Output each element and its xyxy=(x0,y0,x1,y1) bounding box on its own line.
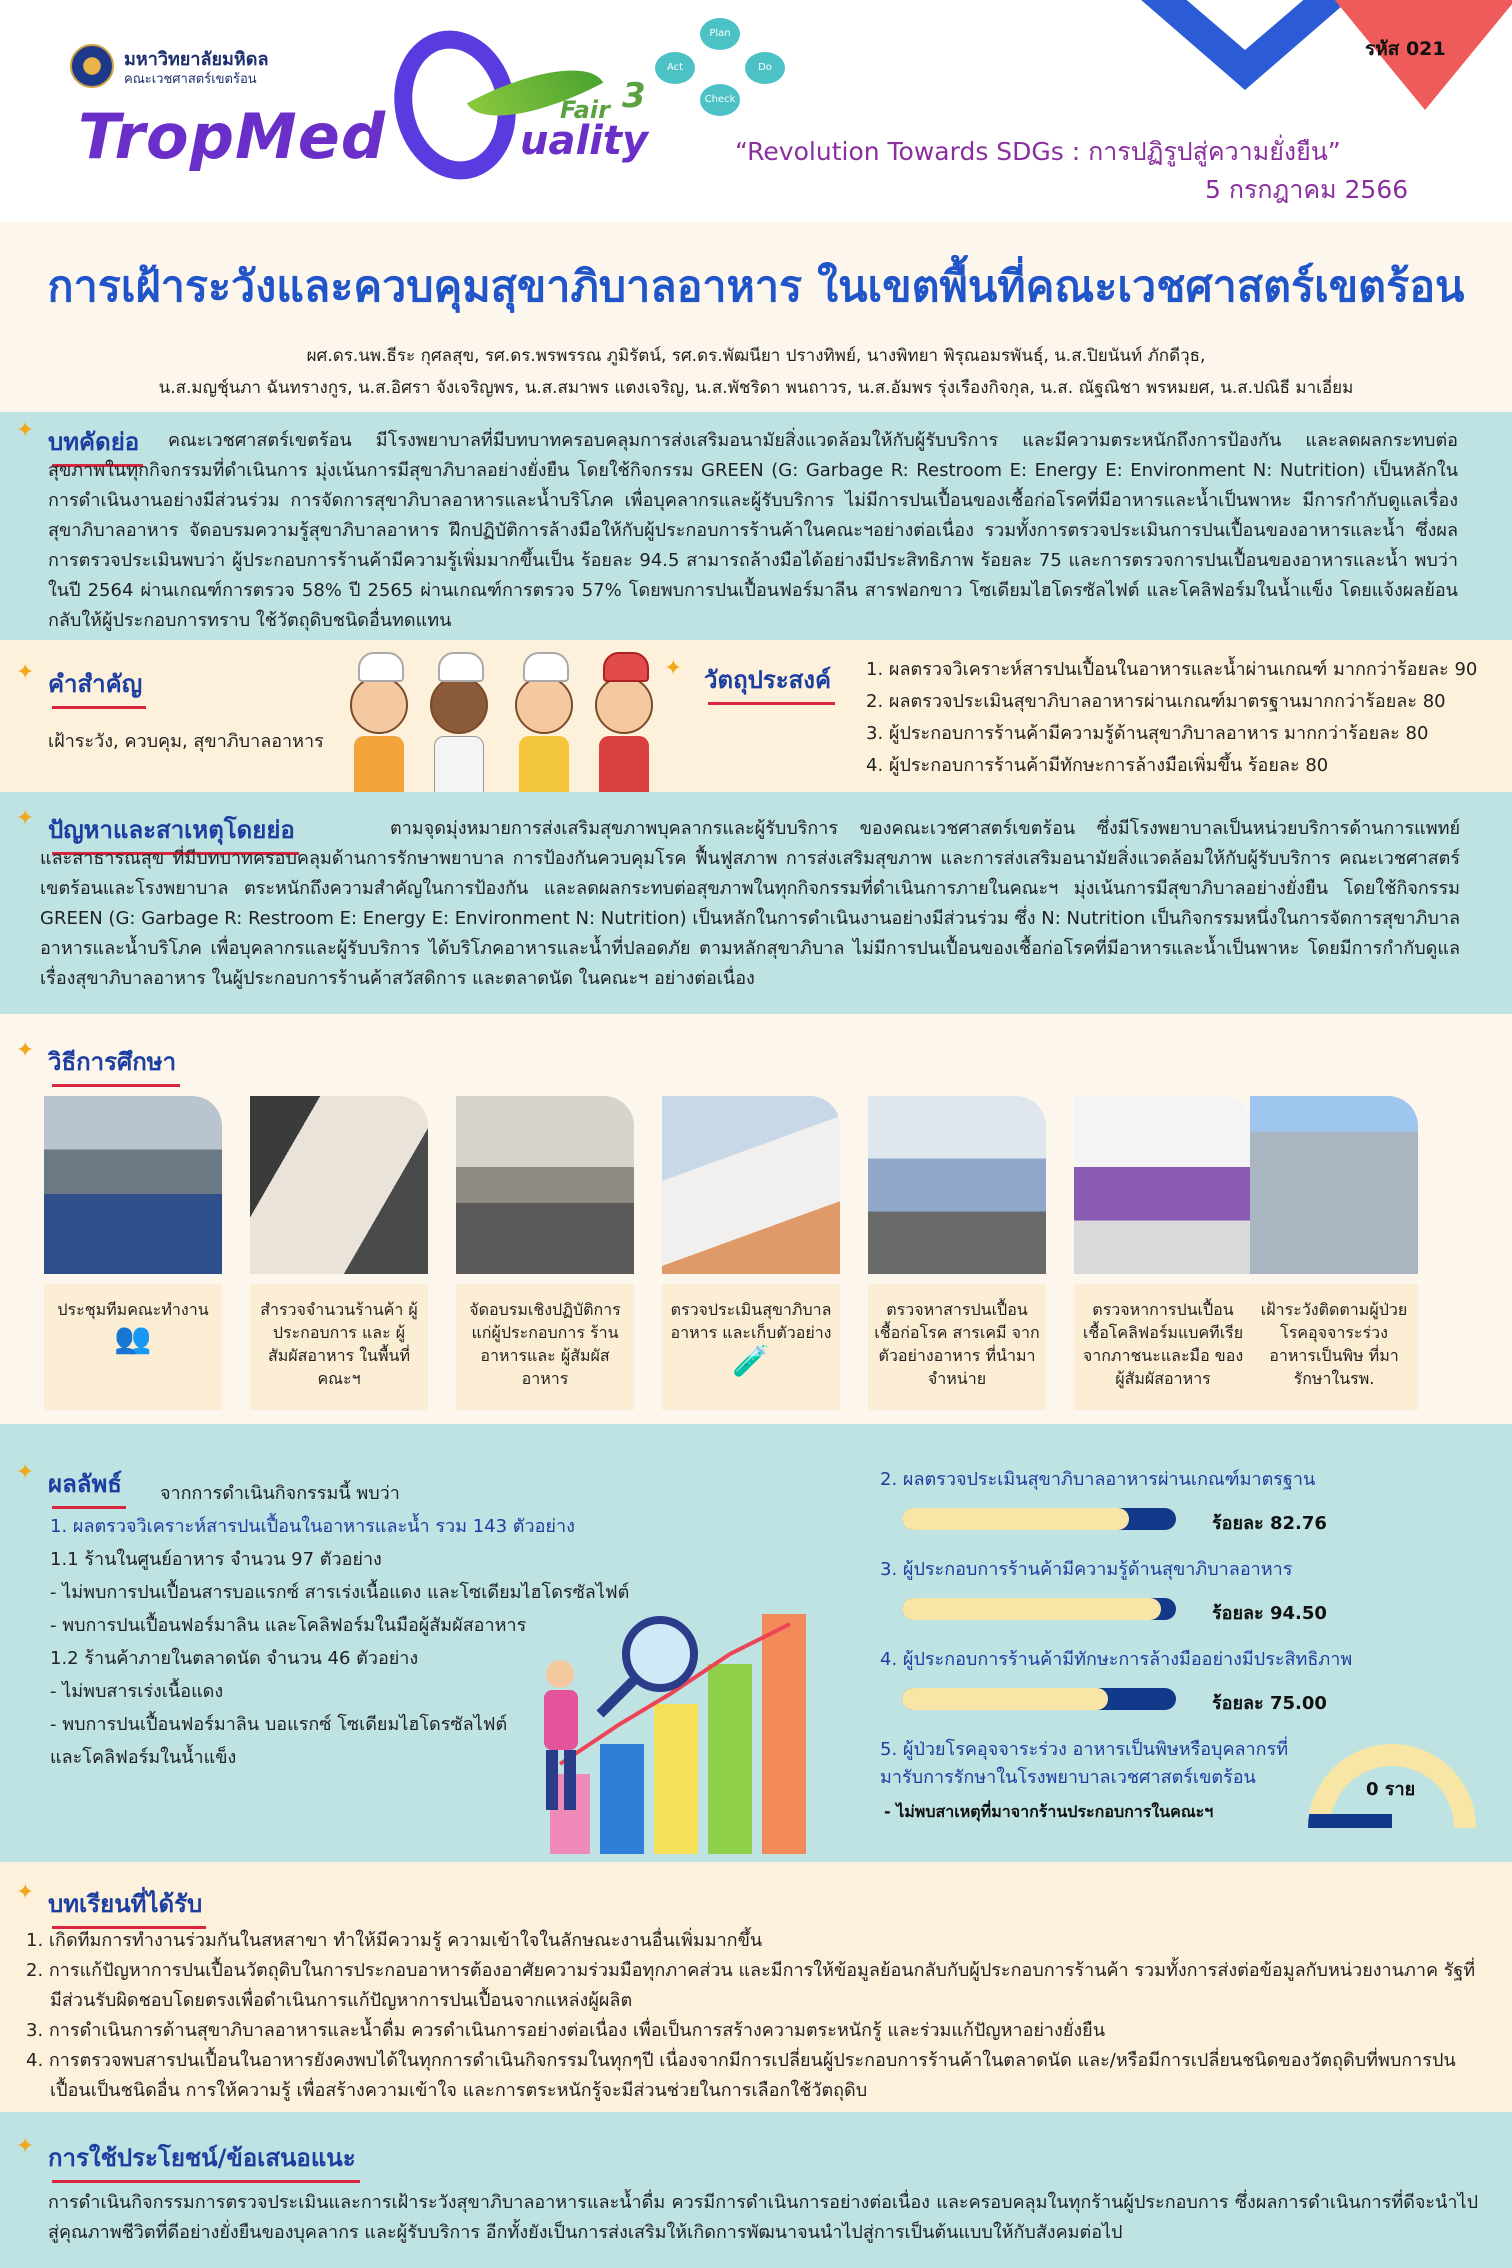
method-step-card xyxy=(868,1284,1046,1410)
results-section xyxy=(0,1424,1512,1862)
method-step-card xyxy=(456,1284,634,1410)
pdca-cycle-icon xyxy=(650,18,795,118)
result-progress-bar xyxy=(902,1508,1176,1530)
progress-fill xyxy=(902,1598,1161,1620)
coliform-test-photo xyxy=(1074,1096,1252,1274)
method-step-label: ตรวจหาการปนเปื้อน เชื้อโคลิฟอร์มแบคทีเรีย จากภาชนะและมือ ของผู้สัมผัสอาหาร xyxy=(1082,1300,1244,1388)
mahidol-seal-icon xyxy=(70,44,114,88)
result-line: - ไม่พบสารเร่งเนื้อแดง xyxy=(50,1681,224,1702)
results-note: - ไม่พบสาเหตุที่มาจากร้านประกอบการในคณะฯ xyxy=(884,1802,1214,1821)
lessons-heading: บทเรียนที่ได้รับ xyxy=(48,1884,202,1923)
objectives-list xyxy=(866,654,1477,782)
result-item-5-line-1: 5. ผู้ป่วยโรคอุจจาระร่วง อาหารเป็นพิษหรือบุคลากรที่ xyxy=(880,1739,1289,1760)
illustration-bar xyxy=(708,1664,752,1854)
recommendations-section xyxy=(0,2112,1512,2268)
poster-code: รหัส 021 xyxy=(1365,38,1446,60)
methods-section xyxy=(0,1014,1512,1424)
method-step-label: ตรวจหาสารปนเปื้อน เชื้อก่อโรค สารเคมี จากตัวอย่างอาหาร ที่นำมาจำหน่าย xyxy=(874,1300,1040,1388)
pdca-act: Act xyxy=(655,52,695,84)
faculty-name: คณะเวชศาสตร์เขตร้อน xyxy=(124,72,257,87)
event-slogan: “Revolution Towards SDGs : การปฏิรูปสู่ความยั่งยืน” xyxy=(735,137,1341,166)
result-line: 1. ผลตรวจวิเคราะห์สารปนเปื้อนในอาหารและน้ำ รวม 143 ตัวอย่าง xyxy=(50,1516,575,1537)
meeting-photo xyxy=(44,1096,222,1274)
gauge-value: 0 ราย xyxy=(1366,1779,1416,1800)
pdca-do: Do xyxy=(745,52,785,84)
method-step-card xyxy=(250,1284,428,1410)
method-step-label: สำรวจจำนวนร้านค้า ผู้ประกอบการ และ ผู้สัมผัสอาหาร ในพื้นที่คณะฯ xyxy=(260,1300,418,1388)
keywords-objectives-section xyxy=(0,640,1512,792)
sparkle-icon: ✦ xyxy=(16,1880,35,1905)
result-line: 1.2 ร้านค้าภายในตลาดนัด จำนวน 46 ตัวอย่าง xyxy=(50,1648,419,1669)
problem-text: ตามจุดมุ่งหมายการส่งเสริมสุขภาพบุคลากรและผู้รับบริการ ของคณะเวชศาสตร์เขตร้อน ซึ่งมีโรงพยาบาลเป็นหน่วยบริการด้านการแพทย์และสาธารณสุข ที่มีบทบาทครอบคลุมด้านการรักษาพยาบาล การป้องกันควบคุมโรค ฟื้นฟูสภาพ การส่งเสริมสุขภาพ และการส่งเสริมอนามัยสิ่งแวดล้อมให้กับผู้รับบริการ คณะเวชศาสตร์เขตร้อนและโรงพยาบาล ตระหนักถึงความสำคัญในการป้องกัน และลดผลกระทบต่อสุขภาพในทุกกิจกรรมที่ดำเนินการภายในคณะฯ มุ่งเน้นการมีสุขาภิบาลอย่างยั่งยืน โดยใช้กิจกรรม GREEN (G: Garbage R: Restroom E: Energy E: Environment N: Nutrition) เป็นหลักในการดำเนินงานอย่างมีส่วนร่วม ซึ่ง N: Nutrition เป็นกิจกรรมหนึ่งในการจัดการสุขาภิบาลอาหารและน้ำบริโภค เพื่อบุคลากรและผู้รับบริการ ได้บริโภคอาหารและน้ำที่ปลอดภัย ตามหลักสุขาภิบาล ไม่มีการปนเปื้อนของเชื้อก่อโรคที่มีอาหารและน้ำเป็นพาหะ โดยมีการกำกับดูแลเรื่องสุขาภิบาลอาหาร ในผู้ประกอบการร้านค้าสวัสดิการ และตลาดนัด ในคณะฯ อย่างต่อเนื่อง xyxy=(40,818,1460,989)
sparkle-icon: ✦ xyxy=(16,1038,35,1063)
method-step-label: ตรวจประเมินสุขาภิบาล อาหาร และเก็บตัวอย่าง xyxy=(670,1300,832,1342)
analysis-illustration xyxy=(520,1604,840,1854)
logo-tropmed: TropMed xyxy=(78,100,387,173)
result-progress-bar xyxy=(902,1598,1176,1620)
problem-heading: ปัญหาและสาเหตุโดยย่อ xyxy=(48,810,295,849)
problem-section xyxy=(0,792,1512,1014)
training-photo xyxy=(456,1096,634,1274)
pdca-plan: Plan xyxy=(700,18,740,50)
result-line: - พบการปนเปื้อนฟอร์มาลิน บอแรกซ์ โซเดียมไฮโดรซัลไฟต์ xyxy=(50,1714,508,1735)
lesson-item: 4. การตรวจพบสารปนเปื้อนในอาหารยังคงพบได้ในทุกการดำเนินกิจกรรมในทุกๆปี เนื่องจากมีการเปลี่ยนผู้ประกอบการร้านค้าในตลาดนัด และ/หรือมีการเปลี่ยนชนิดของวัตถุดิบที่พบการปนเปื้อนเป็นชนิดอื่น การให้ความรู้ เพื่อสร้างความเข้าใจ และการตระหนักรู้จะมีส่วนช่วยในการเลือกใช้วัตถุดิบ xyxy=(26,2050,1456,2101)
method-step-card xyxy=(44,1284,222,1410)
lesson-item: 2. การแก้ปัญหาการปนเปื้อนวัตถุดิบในการประกอบอาหารต้องอาศัยความร่วมมือทุกภาคส่วน และมีการให้ข้อมูลย้อนกลับกับผู้ประกอบการร้านค้า รวมทั้งการส่งต่อข้อมูลกับหน่วยงานภาค รัฐที่มีส่วนรับผิดชอบโดยตรงเพื่อดำเนินการแก้ปัญหาการปนเปื้อนจากแหล่งผู้ผลิต xyxy=(26,1960,1476,2011)
method-step-label: ประชุมทีมคณะทำงาน xyxy=(57,1300,209,1319)
result-item-5-line-2: มารับการรักษาในโรงพยาบาลเวชศาสตร์เขตร้อน xyxy=(880,1767,1256,1788)
objective-item: 4. ผู้ประกอบการร้านค้ามีทักษะการล้างมือเพิ่มขึ้น ร้อยละ 80 xyxy=(866,755,1329,776)
illustration-bar xyxy=(762,1614,806,1854)
person-head xyxy=(546,1660,574,1688)
results-intro: จากการดำเนินกิจกรรมนี้ พบว่า xyxy=(160,1483,400,1504)
result-line: และโคลิฟอร์มในน้ำแข็ง xyxy=(50,1747,237,1768)
meeting-icon: 👥 xyxy=(114,1321,152,1356)
keywords-heading: คำสำคัญ xyxy=(48,664,142,703)
sparkle-icon: ✦ xyxy=(16,660,35,685)
university-name: มหาวิทยาลัยมหิดล xyxy=(124,49,269,70)
gauge-needle xyxy=(1308,1814,1392,1828)
sampling-photo xyxy=(662,1096,840,1274)
result-progress-bar xyxy=(902,1688,1176,1710)
result-line: - ไม่พบการปนเปื้อนสารบอแรกซ์ สารเร่งเนื้อแดง และโซเดียมไฮโดรซัลไฟต์ xyxy=(50,1582,630,1603)
method-step-card xyxy=(662,1284,840,1410)
objective-item: 3. ผู้ประกอบการร้านค้ามีความรู้ด้านสุขาภิบาลอาหาร มากกว่าร้อยละ 80 xyxy=(866,723,1429,744)
result-bar-value: ร้อยละ 94.50 xyxy=(1212,1603,1327,1624)
methods-heading: วิธีการศึกษา xyxy=(48,1042,176,1081)
objective-item: 1. ผลตรวจวิเคราะห์สารปนเปื้อนในอาหารและน้ำผ่านเกณฑ์ มากกว่าร้อยละ 90 xyxy=(866,659,1478,680)
progress-fill xyxy=(902,1688,1108,1710)
abstract-text: คณะเวชศาสตร์เขตร้อน มีโรงพยาบาลที่มีบทบาทครอบคลุมการส่งเสริมอนามัยสิ่งแวดล้อมให้กับผู้รับบริการ และมีความตระหนักถึงการป้องกัน และลดผลกระทบต่อสุขภาพในทุกกิจกรรมที่ดำเนินการ มุ่งเน้นการมีสุขาภิบาลอย่างยั่งยืน โดยใช้กิจกรรม GREEN (G: Garbage R: Restroom E: Energy E: Environment N: Nutrition) เป็นหลักในการดำเนินงานอย่างมีส่วนร่วม การจัดการสุขาภิบาลอาหารและน้ำบริโภค เพื่อบุคลากรและผู้รับบริการ ไม่มีการปนเปื้อนของเชื้อก่อโรคที่มีอาหารและน้ำเป็นพาหะ มีการกำกับดูแลเรื่องสุขาภิบาลอาหาร จัดอบรมความรู้สุขาภิบาลอาหาร ฝึกปฏิบัติการล้างมือให้กับผู้ประกอบการร้านค้าในคณะฯอย่างต่อเนื่อง รวมทั้งการตรวจประเมินการปนเปื้อนของอาหารและน้ำ ซึ่งผลการตรวจประเมินพบว่า ผู้ประกอบการร้านค้ามีความรู้เพิ่มมากขึ้นเป็น ร้อยละ 94.5 สามารถล้างมือได้อย่างมีประสิทธิภาพ ร้อยละ 75 และการตรวจการปนเปื้อนของอาหารและน้ำ พบว่าในปี 2564 ผ่านเกณฑ์การตรวจ 58% ปี 2565 ผ่านเกณฑ์การตรวจ 57% โดยพบการปนเปื้อนฟอร์มาลีน สารฟอกขาว โซเดียมไฮโดรซัลไฟต์ และโคลิฟอร์มในน้ำแข็ง โดยแจ้งผลย้อนกลับให้ผู้ประกอบการทราบ ใช้วัตถุดิบชนิดอื่นทดแทน xyxy=(48,430,1458,631)
progress-fill xyxy=(902,1508,1129,1530)
lessons-list xyxy=(26,1926,1486,2106)
chef-kids-illustration xyxy=(340,648,670,796)
logo-number: 3 xyxy=(622,76,646,116)
lesson-item: 1. เกิดทีมการทำงานร่วมกันในสหสาขา ทำให้มีความรู้ ความเข้าใจในลักษณะงานอื่นเพิ่มมากขึ้น xyxy=(26,1930,763,1951)
logo-fair: Fair xyxy=(560,96,610,124)
method-step-card xyxy=(1074,1284,1252,1410)
sparkle-icon: ✦ xyxy=(16,1460,35,1485)
result-bar-label: 2. ผลตรวจประเมินสุขาภิบาลอาหารผ่านเกณฑ์มาตรฐาน xyxy=(880,1469,1316,1490)
abstract-section xyxy=(0,412,1512,640)
result-bar-value: ร้อยละ 75.00 xyxy=(1212,1693,1327,1714)
result-line: 1.1 ร้านในศูนย์อาหาร จำนวน 97 ตัวอย่าง xyxy=(50,1549,382,1570)
keywords-text: เฝ้าระวัง, ควบคุม, สุขาภิบาลอาหาร xyxy=(48,731,324,752)
sparkle-icon: ✦ xyxy=(16,806,35,831)
lesson-item: 3. การดำเนินการด้านสุขาภิบาลอาหารและน้ำดื่ม ควรดำเนินการอย่างต่อเนื่อง เพื่อเป็นการสร้างความตระหนักรู้ และร่วมแก้ปัญหาอย่างยั่งยืน xyxy=(26,2020,1106,2041)
result-line: - พบการปนเปื้อนฟอร์มาลิน และโคลิฟอร์มในมือผู้สัมผัสอาหาร xyxy=(50,1615,527,1636)
survey-photo xyxy=(250,1096,428,1274)
sparkle-icon: ✦ xyxy=(16,2134,35,2159)
recommendations-text: การดำเนินกิจกรรมการตรวจประเมินและการเฝ้าระวังสุขาภิบาลอาหารและน้ำดื่ม ควรมีการดำเนินการอย่างต่อเนื่อง และครอบคลุมในทุกร้านผู้ประกอบการ ซึ่งผลการดำเนินการที่ดีจะนำไปสู่คุณภาพชีวิตที่ดีอย่างยั่งยืนของบุคลากร และผู้รับบริการ อีกทั้งยังเป็นการส่งเสริมให้เกิดการพัฒนาจนนำไปสู่การเป็นต้นแบบให้กับสังคมต่อไป xyxy=(48,2192,1478,2243)
test-tube-icon: 🧪 xyxy=(732,1344,770,1379)
magnifier-icon xyxy=(626,1620,694,1688)
pdca-check: Check xyxy=(700,84,740,116)
result-bar-value: ร้อยละ 82.76 xyxy=(1212,1513,1327,1534)
method-step-label: เฝ้าระวังติดตามผู้ป่วย โรคอุจจาระร่วง อาหารเป็นพิษ ที่มารักษาในรพ. xyxy=(1260,1300,1408,1388)
authors-line-2: น.ส.มญชุ์นภา ฉันทรางกูร, น.ส.อิศรา จังเจริญพร, น.ส.สมาพร แตงเจริญ, น.ส.พัชริดา พนถาวร, น.ส.อัมพร รุ่งเรืองกิจกุล, น.ส. ณัฐณิชา พรหมยศ, น.ส.ปณิธี มาเอี่ยม xyxy=(158,378,1354,398)
recommendations-heading: การใช้ประโยชน์/ข้อเสนอแนะ xyxy=(48,2138,356,2177)
person-body xyxy=(544,1690,578,1750)
event-date: 5 กรกฎาคม 2566 xyxy=(1205,175,1409,204)
illustration-bar xyxy=(654,1704,698,1854)
logo-uality: uality xyxy=(520,118,649,164)
hospital-building-photo xyxy=(1250,1096,1418,1274)
abstract-heading: บทคัดย่อ xyxy=(48,422,139,461)
sparkle-icon: ✦ xyxy=(664,656,683,681)
poster-title: การเฝ้าระวังและควบคุมสุขาภิบาลอาหาร ในเขตพื้นที่คณะเวชศาสตร์เขตร้อน xyxy=(47,262,1465,312)
result-bar-label: 4. ผู้ประกอบการร้านค้ามีทักษะการล้างมืออย่างมีประสิทธิภาพ xyxy=(880,1649,1353,1670)
objective-item: 2. ผลตรวจประเมินสุขาภิบาลอาหารผ่านเกณฑ์มาตรฐานมากกว่าร้อยละ 80 xyxy=(866,691,1446,712)
objectives-heading: วัตถุประสงค์ xyxy=(704,660,831,699)
lab-photo xyxy=(868,1096,1046,1274)
illustration-bar xyxy=(600,1744,644,1854)
result-bar-label: 3. ผู้ประกอบการร้านค้ามีความรู้ด้านสุขาภิบาลอาหาร xyxy=(880,1559,1293,1580)
poster-header xyxy=(0,0,1512,222)
results-heading: ผลลัพธ์ xyxy=(48,1464,122,1503)
method-step-card xyxy=(1250,1284,1418,1410)
authors-line-1: ผศ.ดร.นพ.ธีระ กุศลสุข, รศ.ดร.พรพรรณ ภูมิรัตน์, รศ.ดร.พัฒนียา ปรางทิพย์, นางพิทยา พิรุณอมรพันธุ์, น.ส.ปิยนันท์ ภักดีวุธ, xyxy=(306,346,1206,366)
method-step-label: จัดอบรมเชิงปฏิบัติการ แก่ผู้ประกอบการ ร้านอาหารและ ผู้สัมผัสอาหาร xyxy=(469,1300,621,1388)
sparkle-icon: ✦ xyxy=(16,418,35,443)
lessons-section xyxy=(0,1862,1512,2112)
